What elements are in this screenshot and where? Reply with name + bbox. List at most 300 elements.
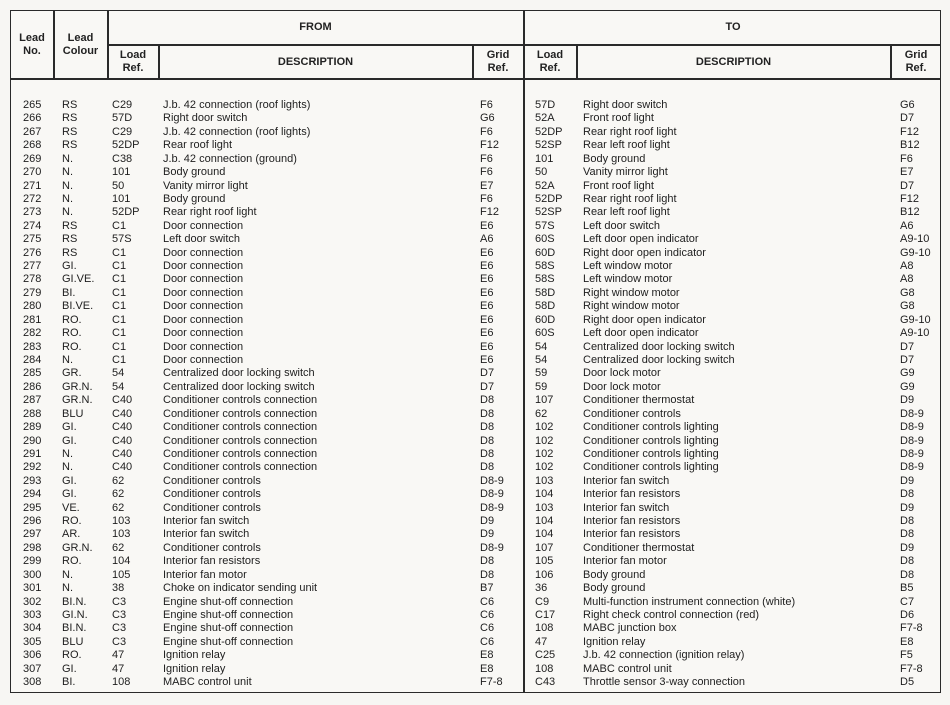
table-row (11, 381, 940, 394)
to-description-cell: Conditioner controls lighting (583, 461, 719, 474)
to-description-cell: Interior fan resistors (583, 515, 681, 528)
lead-colour-cell: N. (62, 192, 73, 205)
to-grid-ref-cell: D8 (900, 555, 915, 568)
from-description-cell: Rear right roof light (163, 206, 257, 219)
from-description-cell: Engine shut-off connection (163, 622, 294, 635)
to-grid-ref-cell: B12 (900, 139, 920, 152)
to-description-cell: Body ground (583, 582, 646, 595)
from-grid-ref-cell: E6 (480, 246, 494, 259)
from-description-cell: Conditioner controls connection (163, 407, 318, 420)
table-row (11, 555, 940, 568)
lead-no-cell: 300 (23, 568, 42, 581)
table-row (11, 461, 940, 474)
to-grid-ref-cell: F12 (900, 192, 919, 205)
from-description-cell: Conditioner controls connection (163, 461, 318, 474)
from-load-ref-cell: 103 (112, 515, 131, 528)
to-description-cell: Centralized door locking switch (583, 340, 735, 353)
to-description-cell: Right door open indicator (583, 313, 706, 326)
from-grid-ref-cell: E6 (480, 327, 494, 340)
lead-colour-cell: N. (62, 166, 73, 179)
lead-colour-cell: BI. (62, 676, 76, 689)
to-description-cell: Left door open indicator (583, 233, 699, 246)
to-description-cell: Right check control connection (red) (583, 608, 760, 621)
lead-no-cell: 299 (23, 555, 42, 568)
from-description-cell: Conditioner controls connection (163, 421, 318, 434)
to-grid-ref-cell: G8 (900, 300, 915, 313)
to-load-ref-cell: 57S (535, 219, 555, 232)
lead-no-cell: 294 (23, 488, 42, 501)
from-grid-ref-cell: D9 (480, 528, 495, 541)
from-grid-ref-cell: D8-9 (480, 541, 504, 554)
to-grid-ref-cell: B12 (900, 206, 920, 219)
from-description-cell: Door connection (163, 260, 244, 273)
lead-colour-cell: RS (62, 112, 78, 125)
from-load-ref-cell: C3 (112, 622, 127, 635)
lead-no-cell: 307 (23, 662, 42, 675)
from-description-cell: Ignition relay (163, 662, 226, 675)
from-description-cell: Interior fan motor (163, 568, 247, 581)
to-description-cell: Rear left roof light (583, 206, 670, 219)
to-grid-ref-cell: G9 (900, 367, 915, 380)
lead-colour-cell: GI. (62, 662, 77, 675)
to-load-ref-cell: 52SP (535, 139, 562, 152)
to-grid-ref-cell: D8 (900, 528, 915, 541)
table-row (11, 139, 940, 152)
to-description-cell: Right window motor (583, 286, 680, 299)
from-grid-ref-cell: G6 (480, 112, 495, 125)
to-grid-ref-cell: F7-8 (900, 662, 923, 675)
from-load-ref-cell: C40 (112, 461, 133, 474)
lead-no-cell: 285 (23, 367, 42, 380)
to-grid-ref-cell: D7 (900, 353, 915, 366)
from-load-ref-cell: C29 (112, 125, 133, 138)
table-row (11, 582, 940, 595)
from-description-cell: Door connection (163, 327, 244, 340)
to-grid-ref-cell: F7-8 (900, 622, 923, 635)
header-lead-no (11, 32, 53, 58)
to-grid-ref-cell: D5 (900, 676, 915, 689)
header-lead-colour-line1: Lead (67, 32, 94, 44)
lead-no-cell: 296 (23, 515, 42, 528)
from-load-ref-cell: 47 (112, 662, 125, 675)
table-row (11, 367, 940, 380)
to-load-ref-cell: 106 (535, 568, 554, 581)
from-grid-ref-cell: E7 (480, 179, 494, 192)
table-row (11, 528, 940, 541)
to-load-ref-cell: C25 (535, 649, 556, 662)
header-grid-ref-line1: Grid (904, 49, 928, 61)
from-load-ref-cell: C1 (112, 219, 127, 232)
to-grid-ref-cell: E7 (900, 166, 914, 179)
from-description-cell: MABC control unit (163, 676, 252, 689)
from-description-cell: Door connection (163, 313, 244, 326)
table-row (11, 542, 940, 555)
table-row (11, 622, 940, 635)
from-grid-ref-cell: D8 (480, 394, 495, 407)
to-grid-ref-cell: D7 (900, 340, 915, 353)
to-load-ref-cell: 104 (535, 528, 554, 541)
lead-no-cell: 295 (23, 501, 42, 514)
lead-colour-cell: RS (62, 99, 78, 111)
to-grid-ref-cell: D7 (900, 112, 915, 125)
from-grid-ref-cell: E6 (480, 340, 494, 353)
to-description-cell: Left window motor (583, 273, 673, 286)
header-from-grid-ref (473, 49, 523, 75)
lead-no-cell: 270 (23, 166, 42, 179)
from-grid-ref-cell: F6 (480, 152, 493, 165)
lead-colour-cell: BI. (62, 286, 76, 299)
table-row (11, 502, 940, 515)
from-description-cell: Interior fan switch (163, 515, 250, 528)
from-load-ref-cell: 57D (112, 112, 133, 125)
from-description-cell: Engine shut-off connection (163, 595, 294, 608)
from-description-cell: Interior fan resistors (163, 555, 261, 568)
from-load-ref-cell: C3 (112, 635, 127, 648)
to-description-cell: Left door open indicator (583, 327, 699, 340)
lead-colour-cell: RS (62, 219, 78, 232)
table-row (11, 247, 940, 260)
lead-colour-cell: GR.N. (62, 541, 93, 554)
to-load-ref-cell: 52A (535, 179, 555, 192)
table-row (11, 112, 940, 125)
table-row (11, 300, 940, 313)
from-description-cell: Door connection (163, 246, 244, 259)
to-load-ref-cell: 104 (535, 488, 554, 501)
from-description-cell: Centralized door locking switch (163, 380, 315, 393)
lead-no-cell: 274 (23, 219, 42, 232)
to-load-ref-cell: 54 (535, 340, 548, 353)
to-load-ref-cell: 58D (535, 300, 556, 313)
from-description-cell: Conditioner controls connection (163, 447, 318, 460)
lead-no-cell: 286 (23, 380, 42, 393)
table-row (11, 488, 940, 501)
from-grid-ref-cell: D9 (480, 515, 495, 528)
to-load-ref-cell: 105 (535, 555, 554, 568)
to-description-cell: Door lock motor (583, 367, 661, 380)
from-description-cell: Door connection (163, 300, 244, 313)
from-load-ref-cell: 57S (112, 233, 132, 246)
lead-colour-cell: RO. (62, 555, 82, 568)
from-grid-ref-cell: C6 (480, 595, 495, 608)
table-row (11, 99, 940, 112)
table-row (11, 126, 940, 139)
from-description-cell: Conditioner controls (163, 488, 261, 501)
from-grid-ref-cell: D8-9 (480, 501, 504, 514)
from-load-ref-cell: 101 (112, 166, 131, 179)
to-grid-ref-cell: D8-9 (900, 447, 924, 460)
lead-no-cell: 283 (23, 340, 42, 353)
to-grid-ref-cell: D8 (900, 568, 915, 581)
from-load-ref-cell: C38 (112, 152, 133, 165)
to-grid-ref-cell: G9 (900, 380, 915, 393)
to-load-ref-cell: 52DP (535, 192, 563, 205)
header-load-ref-line2: Ref. (539, 62, 561, 74)
from-load-ref-cell: C1 (112, 260, 127, 273)
table-row (11, 435, 940, 448)
header-to: TO (725, 21, 741, 33)
from-grid-ref-cell: D8 (480, 434, 495, 447)
lead-no-cell: 277 (23, 260, 42, 273)
from-load-ref-cell: C1 (112, 340, 127, 353)
lead-no-cell: 293 (23, 474, 42, 487)
lead-colour-cell: VE. (62, 501, 80, 514)
from-description-cell: Body ground (163, 166, 226, 179)
to-description-cell: Door lock motor (583, 380, 661, 393)
lead-colour-cell: BI.N. (62, 595, 87, 608)
from-description-cell: Engine shut-off connection (163, 608, 294, 621)
from-grid-ref-cell: C6 (480, 635, 495, 648)
from-description-cell: Interior fan switch (163, 528, 250, 541)
lead-no-cell: 273 (23, 206, 42, 219)
to-grid-ref-cell: D8 (900, 515, 915, 528)
from-grid-ref-cell: D8 (480, 461, 495, 474)
from-grid-ref-cell: D8 (480, 407, 495, 420)
table-row (11, 569, 940, 582)
to-grid-ref-cell: D9 (900, 501, 915, 514)
table-row (11, 354, 940, 367)
from-description-cell: Door connection (163, 286, 244, 299)
header-from: FROM (299, 21, 332, 33)
to-grid-ref-cell: A9-10 (900, 233, 930, 246)
from-description-cell: Door connection (163, 219, 244, 232)
to-grid-ref-cell: A6 (900, 219, 914, 232)
to-description-cell: Conditioner controls lighting (583, 434, 719, 447)
to-load-ref-cell: C17 (535, 608, 556, 621)
lead-no-cell: 306 (23, 649, 42, 662)
from-load-ref-cell: 52DP (112, 139, 140, 152)
to-load-ref-cell: 50 (535, 166, 548, 179)
lead-colour-cell: RO. (62, 649, 82, 662)
table-row (11, 327, 940, 340)
from-grid-ref-cell: E6 (480, 300, 494, 313)
lead-colour-cell: GI.VE. (62, 273, 95, 286)
lead-no-cell: 275 (23, 233, 42, 246)
from-grid-ref-cell: F12 (480, 139, 499, 152)
to-description-cell: Front roof light (583, 179, 654, 192)
lead-no-cell: 265 (23, 99, 42, 111)
table-row (11, 448, 940, 461)
from-description-cell: Ignition relay (163, 649, 226, 662)
lead-colour-cell: BI.N. (62, 622, 87, 635)
lead-colour-cell: RO. (62, 327, 82, 340)
from-load-ref-cell: C1 (112, 313, 127, 326)
lead-no-cell: 276 (23, 246, 42, 259)
to-load-ref-cell: 108 (535, 662, 554, 675)
lead-no-cell: 288 (23, 407, 42, 420)
from-load-ref-cell: 108 (112, 676, 131, 689)
from-load-ref-cell: C1 (112, 327, 127, 340)
header-lead-colour (54, 32, 107, 58)
to-description-cell: Throttle sensor 3-way connection (583, 676, 746, 689)
from-grid-ref-cell: E6 (480, 286, 494, 299)
to-load-ref-cell: 57D (535, 99, 556, 111)
from-grid-ref-cell: C6 (480, 608, 495, 621)
from-load-ref-cell: 103 (112, 528, 131, 541)
lead-no-cell: 272 (23, 192, 42, 205)
lead-colour-cell: N. (62, 568, 73, 581)
table-row (11, 663, 940, 676)
from-description-cell: Vanity mirror light (163, 179, 248, 192)
wiring-table (10, 10, 941, 693)
to-load-ref-cell: C43 (535, 676, 556, 689)
from-description-cell: Door connection (163, 273, 244, 286)
header-from-load-ref (108, 49, 158, 75)
lead-no-cell: 298 (23, 541, 42, 554)
lead-no-cell: 297 (23, 528, 42, 541)
header-to-load-ref (524, 49, 576, 75)
to-description-cell: Right door switch (583, 99, 668, 111)
lead-no-cell: 291 (23, 447, 42, 460)
from-grid-ref-cell: D8-9 (480, 474, 504, 487)
from-load-ref-cell: 50 (112, 179, 125, 192)
from-load-ref-cell: 47 (112, 649, 125, 662)
to-description-cell: Front roof light (583, 112, 654, 125)
lead-no-cell: 284 (23, 353, 42, 366)
from-load-ref-cell: C40 (112, 407, 133, 420)
to-load-ref-cell: 108 (535, 622, 554, 635)
to-load-ref-cell: 102 (535, 461, 554, 474)
to-description-cell: Interior fan resistors (583, 488, 681, 501)
lead-no-cell: 287 (23, 394, 42, 407)
to-load-ref-cell: 60S (535, 233, 555, 246)
to-grid-ref-cell: G9-10 (900, 246, 931, 259)
from-description-cell: Conditioner controls (163, 474, 261, 487)
lead-no-cell: 290 (23, 434, 42, 447)
from-description-cell: Conditioner controls connection (163, 394, 318, 407)
lead-colour-cell: RO. (62, 340, 82, 353)
to-grid-ref-cell: D8-9 (900, 407, 924, 420)
lead-colour-cell: BLU (62, 407, 84, 420)
from-load-ref-cell: 62 (112, 474, 125, 487)
header-lead-no-line1: Lead (19, 32, 45, 44)
from-description-cell: Centralized door locking switch (163, 367, 315, 380)
table-row (11, 273, 940, 286)
to-grid-ref-cell: D8-9 (900, 461, 924, 474)
from-grid-ref-cell: B7 (480, 582, 494, 595)
to-grid-ref-cell: B5 (900, 582, 914, 595)
to-grid-ref-cell: F5 (900, 649, 913, 662)
to-grid-ref-cell: D7 (900, 179, 915, 192)
from-description-cell: Right door switch (163, 112, 248, 125)
lead-colour-cell: GI. (62, 421, 77, 434)
table-row (11, 220, 940, 233)
to-grid-ref-cell: F12 (900, 125, 919, 138)
to-description-cell: J.b. 42 connection (ignition relay) (583, 649, 745, 662)
to-description-cell: Multi-function instrument connection (white) (583, 595, 796, 608)
table-row (11, 609, 940, 622)
lead-colour-cell: N. (62, 353, 73, 366)
from-grid-ref-cell: F6 (480, 192, 493, 205)
to-description-cell: Conditioner controls (583, 407, 681, 420)
from-grid-ref-cell: D8-9 (480, 488, 504, 501)
to-description-cell: Body ground (583, 568, 646, 581)
lead-no-cell: 302 (23, 595, 42, 608)
lead-no-cell: 271 (23, 179, 42, 192)
header-grid-ref-line1: Grid (486, 49, 510, 61)
to-load-ref-cell: 103 (535, 474, 554, 487)
from-description-cell: Body ground (163, 192, 226, 205)
from-grid-ref-cell: D8 (480, 421, 495, 434)
to-load-ref-cell: 102 (535, 434, 554, 447)
to-grid-ref-cell: A8 (900, 273, 914, 286)
from-load-ref-cell: C1 (112, 286, 127, 299)
from-grid-ref-cell: E6 (480, 313, 494, 326)
lead-no-cell: 289 (23, 421, 42, 434)
lead-colour-cell: N. (62, 447, 73, 460)
lead-no-cell: 279 (23, 286, 42, 299)
to-load-ref-cell: 62 (535, 407, 548, 420)
to-description-cell: Rear left roof light (583, 139, 670, 152)
lead-no-cell: 303 (23, 608, 42, 621)
to-load-ref-cell: 103 (535, 501, 554, 514)
from-load-ref-cell: C40 (112, 394, 133, 407)
from-grid-ref-cell: E6 (480, 273, 494, 286)
table-row (11, 233, 940, 246)
header-from-description: DESCRIPTION (277, 56, 354, 68)
lead-no-cell: 292 (23, 461, 42, 474)
from-load-ref-cell: C3 (112, 595, 127, 608)
from-load-ref-cell: C29 (112, 99, 133, 111)
from-grid-ref-cell: D8 (480, 447, 495, 460)
header-lead-colour-line2: Colour (62, 45, 99, 57)
from-description-cell: Conditioner controls connection (163, 434, 318, 447)
table-row (11, 394, 940, 407)
to-grid-ref-cell: F6 (900, 152, 913, 165)
table-row (11, 153, 940, 166)
to-description-cell: Interior fan switch (583, 501, 670, 514)
from-description-cell: Conditioner controls (163, 541, 261, 554)
lead-no-cell: 304 (23, 622, 42, 635)
to-description-cell: Left window motor (583, 260, 673, 273)
lead-no-cell: 278 (23, 273, 42, 286)
to-load-ref-cell: 60D (535, 246, 556, 259)
header-to-description: DESCRIPTION (695, 56, 772, 68)
from-description-cell: Conditioner controls (163, 501, 261, 514)
to-load-ref-cell: 58D (535, 286, 556, 299)
lead-colour-cell: RO. (62, 313, 82, 326)
to-load-ref-cell: 60D (535, 313, 556, 326)
from-description-cell: Engine shut-off connection (163, 635, 294, 648)
table-row (11, 676, 940, 689)
from-description-cell: Choke on indicator sending unit (163, 582, 318, 595)
to-description-cell: Rear right roof light (583, 125, 677, 138)
to-grid-ref-cell: D8-9 (900, 421, 924, 434)
header-bottom-rule (11, 78, 941, 80)
from-load-ref-cell: 62 (112, 488, 125, 501)
lead-no-cell: 281 (23, 313, 42, 326)
lead-colour-cell: N. (62, 152, 73, 165)
from-description-cell: Left door switch (163, 233, 241, 246)
to-load-ref-cell: 58S (535, 260, 555, 273)
lead-colour-cell: BI.VE. (62, 300, 94, 313)
to-description-cell: Conditioner thermostat (583, 541, 695, 554)
from-load-ref-cell: C1 (112, 273, 127, 286)
table-row (11, 341, 940, 354)
from-load-ref-cell: 52DP (112, 206, 140, 219)
lead-no-cell: 267 (23, 125, 42, 138)
to-description-cell: Right door open indicator (583, 246, 706, 259)
from-grid-ref-cell: C6 (480, 622, 495, 635)
to-description-cell: Body ground (583, 152, 646, 165)
table-row (11, 421, 940, 434)
from-grid-ref-cell: E6 (480, 353, 494, 366)
to-load-ref-cell: 54 (535, 353, 548, 366)
lead-colour-cell: GI. (62, 434, 77, 447)
from-grid-ref-cell: E8 (480, 662, 494, 675)
from-load-ref-cell: 101 (112, 192, 131, 205)
to-grid-ref-cell: D8-9 (900, 434, 924, 447)
to-load-ref-cell: 58S (535, 273, 555, 286)
